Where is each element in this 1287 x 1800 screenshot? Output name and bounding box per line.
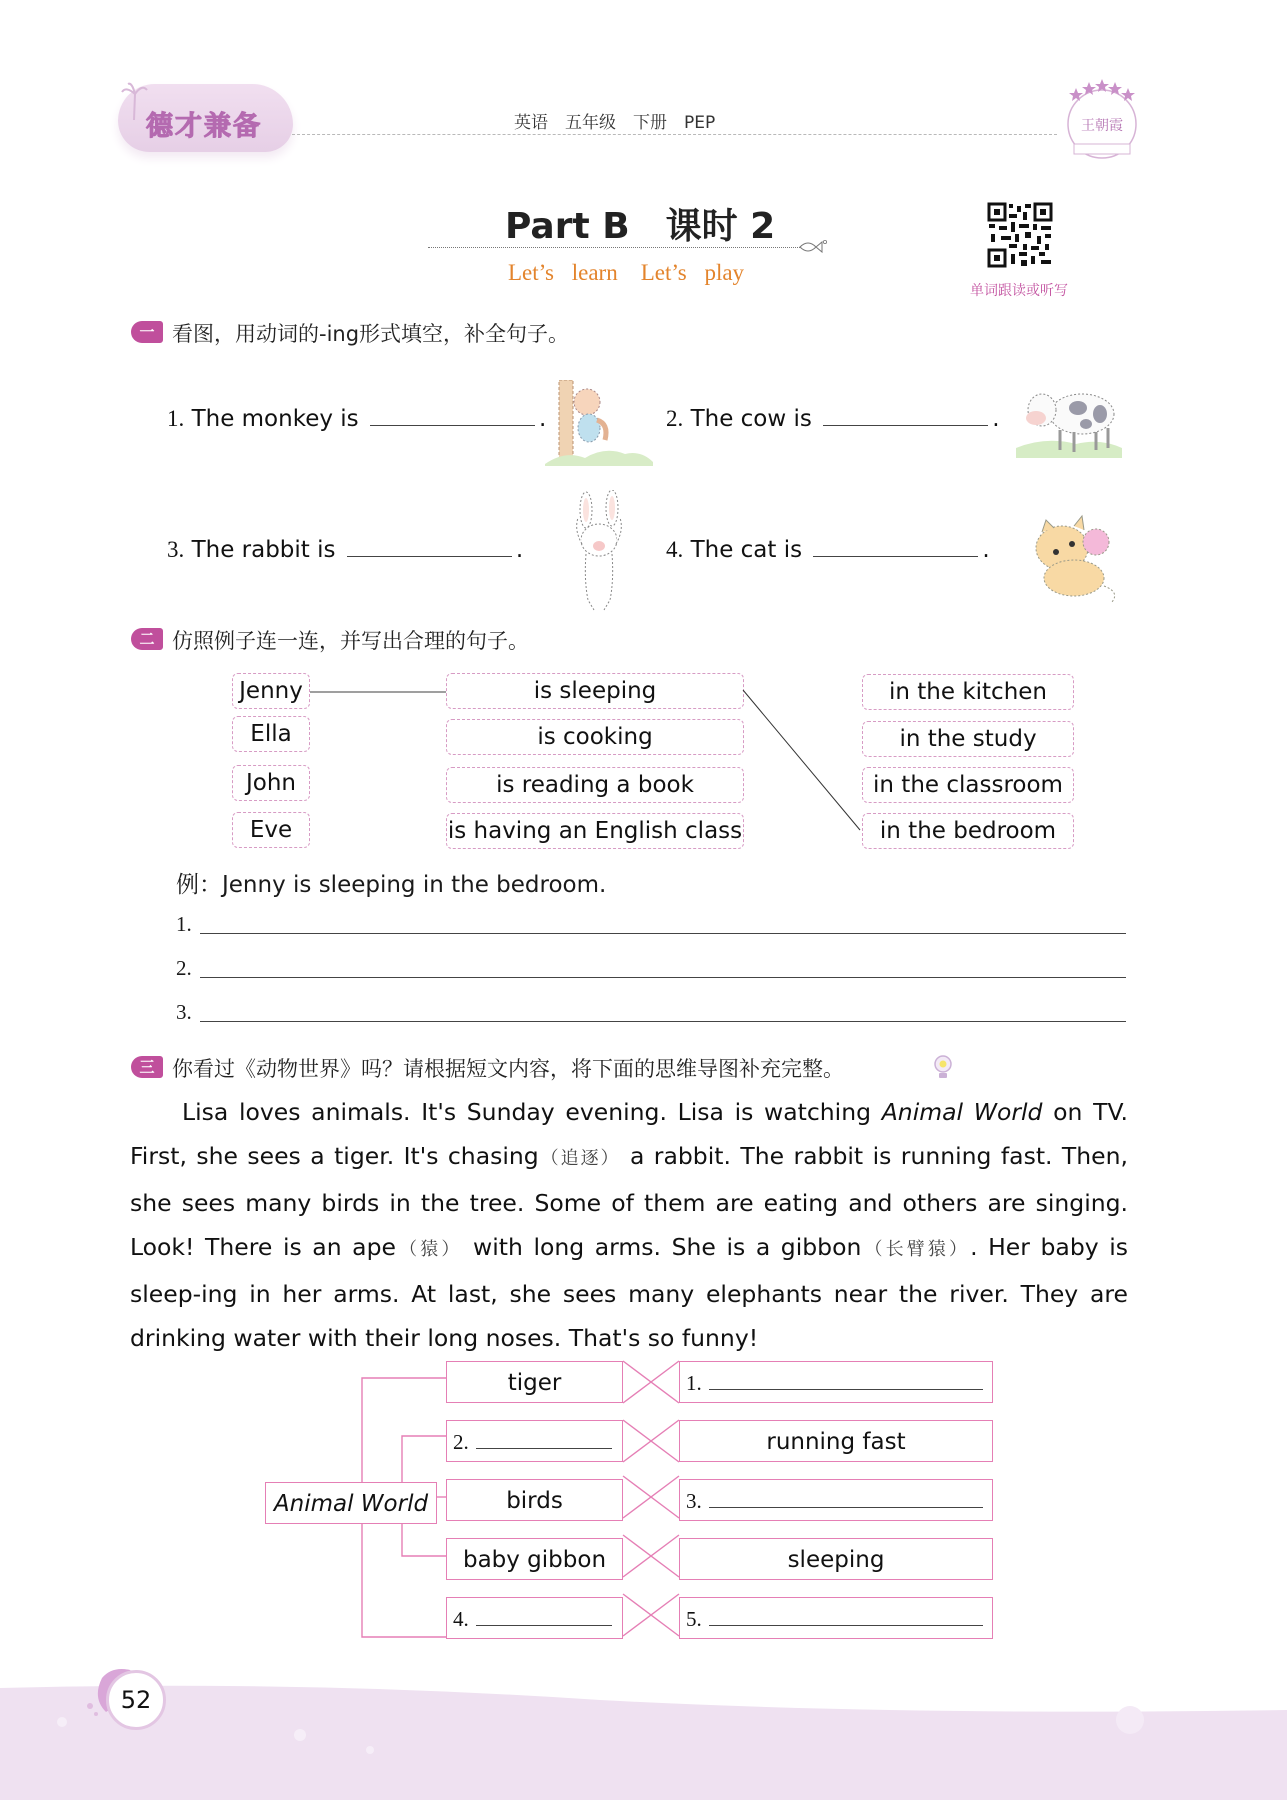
fish-doodle-icon — [798, 238, 828, 256]
section-3-instruction: 你看过《动物世界》吗？请根据短文内容，将下面的思维导图补充完整。 — [172, 1057, 844, 1081]
answer-blank[interactable] — [813, 555, 978, 557]
question-text: The cat is — [690, 537, 803, 563]
book-meta: 英语 五年级 下册 PEP — [514, 113, 716, 133]
question-number: 3. — [167, 537, 185, 562]
brand-title: 德才兼备 — [146, 111, 262, 142]
cow-eating-grass-image — [1016, 378, 1122, 458]
header-divider — [292, 134, 1057, 135]
qr-caption: 单词跟读或听写 — [970, 283, 1068, 299]
mindmap-action-running-fast: running fast — [679, 1420, 993, 1462]
question-text: The cow is — [690, 406, 812, 432]
question-2 — [666, 406, 1000, 432]
mindmap-answer-3[interactable] — [679, 1479, 993, 1521]
period: . — [982, 537, 990, 563]
line-number: 2. — [176, 956, 192, 980]
question-text: The monkey is — [191, 406, 359, 432]
period: . — [538, 406, 547, 432]
answer-blank[interactable] — [347, 555, 512, 557]
place-box-kitchen[interactable]: in the kitchen — [862, 674, 1074, 710]
place-box-bedroom[interactable]: in the bedroom — [862, 813, 1074, 849]
qr-code-icon — [985, 200, 1055, 270]
period: . — [515, 537, 524, 563]
mindmap-animal-birds: birds — [446, 1479, 623, 1521]
answer-blank[interactable] — [476, 1624, 612, 1626]
qr-code[interactable] — [985, 200, 1055, 270]
section-badge-2: 二 — [131, 628, 163, 650]
question-text: The rabbit is — [191, 537, 336, 563]
name-box-jenny[interactable]: Jenny — [232, 673, 310, 709]
line-number: 1. — [176, 912, 192, 936]
footer-wave-decoration — [0, 1680, 1287, 1800]
section-badge-3: 三 — [131, 1056, 163, 1078]
mindmap-root: Animal World — [265, 1482, 437, 1524]
rabbit-jumping-image — [570, 490, 628, 614]
question-3 — [167, 537, 523, 563]
mindmap-animal-tiger: tiger — [446, 1361, 623, 1403]
mindmap-answer-4[interactable] — [446, 1597, 623, 1639]
name-box-john[interactable]: John — [232, 765, 310, 801]
place-box-classroom[interactable]: in the classroom — [862, 767, 1074, 803]
monkey-climbing-tree-image — [545, 380, 653, 466]
connector-sleeping-bedroom — [743, 690, 860, 830]
period: . — [992, 406, 1000, 432]
lesson-subtitle: Let’s learn Let’s play — [508, 260, 745, 285]
question-number: 1. — [167, 406, 185, 431]
answer-blank[interactable] — [476, 1447, 612, 1449]
section-2-instruction: 仿照例子连一连，并写出合理的句子。 — [172, 629, 529, 653]
answer-blank[interactable] — [370, 424, 535, 426]
mindmap-animal-baby-gibbon: baby gibbon — [446, 1538, 623, 1580]
answer-blank[interactable] — [709, 1624, 983, 1626]
question-number: 2. — [666, 406, 684, 431]
section-1-instruction: 看图，用动词的-ing形式填空，补全句子。 — [172, 322, 570, 346]
line-number: 3. — [176, 1000, 192, 1024]
cat-playing-ball-image — [1022, 512, 1122, 604]
action-box-cooking[interactable]: is cooking — [446, 719, 744, 755]
reading-passage: Lisa loves animals. It's Sunday evening. Lisa is watching Animal World on TV. First, she sees a tiger. It's chasing（追逐） a rabbit. The rabbit is running fast. Then, she sees many birds in the tree. Some of them are eating and others are singing. Look! There is an ape（猿） with long arms. She is a gibbon（长臂猿）. Her baby is sleep-ing in her arms. At last, she sees many elephants near the river. They are drinking water with their long noses. That's so funny! — [130, 1098, 1129, 1352]
writing-line-3[interactable] — [200, 1000, 1126, 1022]
lesson-title: Part B 课时 2 — [505, 206, 776, 247]
answer-blank[interactable] — [709, 1388, 983, 1390]
title-divider — [428, 247, 800, 248]
question-number: 4. — [666, 537, 684, 562]
writing-line-2[interactable] — [200, 956, 1126, 978]
mindmap-answer-2[interactable] — [446, 1420, 623, 1462]
blank-number: 4. — [453, 1607, 469, 1631]
palm-tree-icon — [120, 80, 148, 120]
action-box-sleeping[interactable]: is sleeping — [446, 673, 744, 709]
example-sentence: 例：Jenny is sleeping in the bedroom. — [176, 872, 607, 898]
svg-text:王朝霞: 王朝霞 — [1081, 118, 1123, 134]
action-box-reading[interactable]: is reading a book — [446, 767, 744, 803]
question-4 — [666, 537, 990, 563]
blank-number: 3. — [686, 1489, 702, 1513]
place-box-study[interactable]: in the study — [862, 721, 1074, 757]
blank-number: 1. — [686, 1371, 702, 1395]
blank-number: 5. — [686, 1607, 702, 1631]
mindmap-answer-5[interactable] — [679, 1597, 993, 1639]
answer-blank[interactable] — [823, 424, 988, 426]
lightbulb-icon — [932, 1054, 954, 1080]
mindmap-connectors — [0, 1350, 1287, 1650]
mindmap-action-sleeping: sleeping — [679, 1538, 993, 1580]
name-box-ella[interactable]: Ella — [232, 716, 310, 752]
blank-number: 2. — [453, 1430, 469, 1454]
section-badge-1: 一 — [131, 321, 163, 343]
answer-blank[interactable] — [709, 1506, 983, 1508]
name-box-eve[interactable]: Eve — [232, 812, 310, 848]
action-box-english-class[interactable]: is having an English class — [446, 813, 744, 849]
page-number: 52 — [106, 1670, 166, 1730]
author-seal-icon — [1062, 78, 1142, 164]
question-1 — [167, 406, 546, 432]
writing-line-1[interactable] — [200, 912, 1126, 934]
mindmap-answer-1[interactable] — [679, 1361, 993, 1403]
